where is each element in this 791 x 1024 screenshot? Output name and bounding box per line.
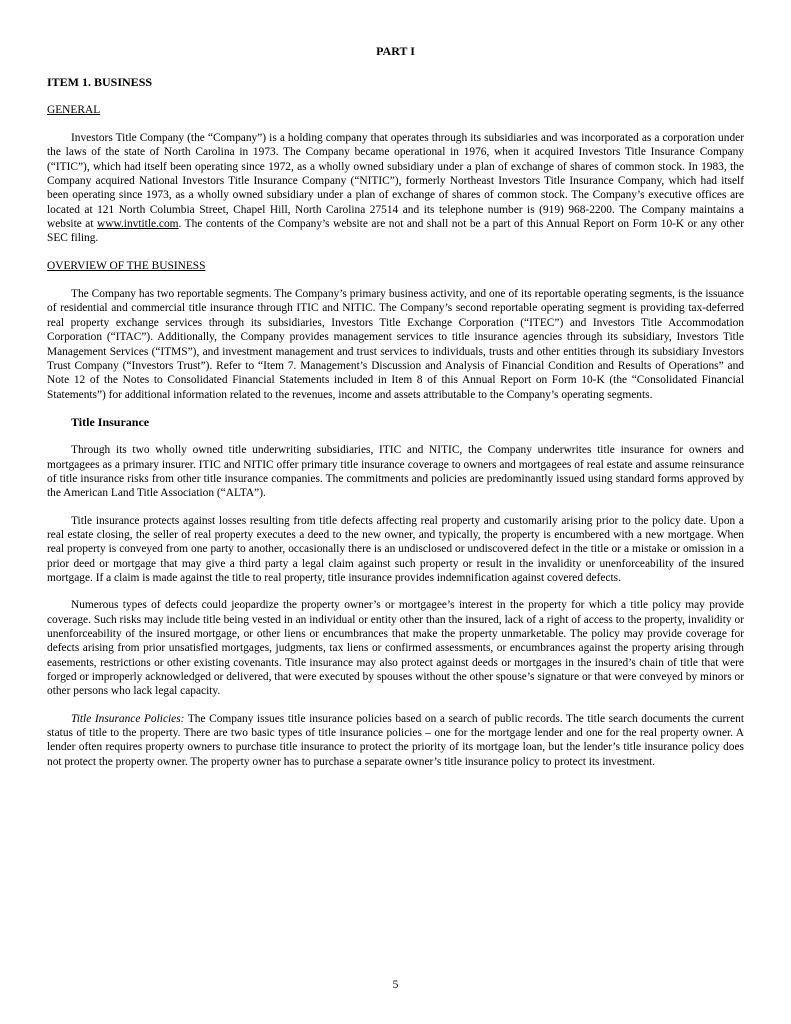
policies-text: The Company issues title insurance policies based on a search of public records. The title search documents the current status of title to the property. There are two basic types of title insurance policies – one for the mortgage lender and one for the real property owner. A lender often requires property owners to purchase title insurance to protect the priority of its mortgage loan, but the lender’s title insurance policy does not protect the property owner. The property owner has to purchase a separate owner’s title insurance policy to protect its investment.	[47, 712, 744, 768]
page-number: 5	[392, 979, 399, 991]
part-heading: PART I	[376, 44, 415, 58]
general-text-start: Investors Title Company (the “Company”) is a holding company that operates through its subsidiaries and was incorporated as a corporation under the laws of the state of North Carolina in 1973. The Company became operational in 1976, when it acquired Investors Title Insurance Company (“ITIC”), which had itself been operating since 1972, as a wholly owned subsidiary under a plan of exchange of shares of common stock. In 1983, the Company acquired National Investors Title Insurance Company (“NITIC”), formerly Northeast Investors Title Insurance Company, which had itself been operating since 1973, as a wholly owned subsidiary under a plan of exchange of shares of common stock. The Company’s executive offices are located at 121 North Columbia Street, Chapel Hill, North Carolina 27514 and its telephone number is (919) 968-2200. The Company maintains a website at	[47, 132, 744, 231]
item-heading: ITEM 1. BUSINESS	[47, 75, 153, 90]
title-insurance-heading: Title Insurance	[71, 414, 150, 429]
title-insurance-paragraph-2: Title insurance protects against losses resulting from title defects affecting real property and customarily arising prior to the policy date. Upon a real estate closing, the seller of real property executes a deed to the new owner, and typically, the property is encumbered with a new mortgage. When real property is conveyed from one party to another, occasionally there is an undisclosed or undiscovered defect in the title or a mistake or omission in a prior deed or mortgage that may give a third party a legal claim against such property or result in the invalidity or unenforceability of the insured mortgage. If a claim is made against the title to real property, title insurance provides indemnification against covered defects.	[47, 514, 744, 584]
title-insurance-paragraph-1: Through its two wholly owned title underwriting subsidiaries, ITIC and NITIC, the Company underwrites title insurance for owners and mortgagees as a primary insurer. ITIC and NITIC offer primary title insurance coverage to owners and mortgagees of real estate and assume reinsurance of title insurance risks from other title insurance companies. The commitments and policies are predominantly issued using standard forms approved by the American Land Title Association (“ALTA”).	[47, 444, 744, 500]
general-paragraph	[47, 131, 744, 246]
overview-heading: OVERVIEW OF THE BUSINESS	[47, 259, 206, 272]
general-text-end: . The contents of the Company’s website are not and shall not be a part of this Annual Report on Form 10-K or any other SEC filing.	[47, 218, 744, 245]
title-insurance-policies-paragraph	[47, 712, 744, 769]
website-link[interactable]: www.invtitle.com	[97, 218, 179, 231]
general-heading: GENERAL	[47, 103, 101, 116]
overview-paragraph: The Company has two reportable segments. The Company’s primary business activity, and one of its reportable operating segments, is the issuance of residential and commercial title insurance through ITIC and NITIC. The Company’s second reportable operating segment is providing tax-deferred real property exchange services through its subsidiaries, Investors Title Exchange Corporation (“ITEC”) and Investors Title Accommodation Corporation (“ITAC”). Additionally, the Company provides management services to title insurance agencies through its subsidiary, Investors Title Management Services (“ITMS”), and investment management and trust services to individuals, trusts and other entities through its subsidiary Investors Trust Company (“Investors Trust”). Refer to “Item 7. Management’s Discussion and Analysis of Financial Condition and Results of Operations” and Note 12 of the Notes to Consolidated Financial Statements included in Item 8 of this Annual Report on Form 10-K (the “Consolidated Financial Statements”) for additional information related to the revenues, income and assets attributable to the Company’s operating segments.	[47, 288, 744, 401]
policies-lead: Title Insurance Policies:	[71, 712, 185, 725]
title-insurance-paragraph-3: Numerous types of defects could jeopardize the property owner’s or mortgagee’s interest in the property for which a title policy may provide coverage. Such risks may include title being vested in an individual or entity other than the insured, lack of a right of access to the property, invalidity or unenforceability of the insured mortgage, or other liens or encumbrances that make the property unmarketable. The policy may provide coverage for defects arising from prior unsatisfied mortgages, judgments, tax liens or confirmed assessments, or encumbrances against the property arising through easements, restrictions or other existing covenants. Title insurance may also protect against deeds or mortgages in the insured’s chain of title that were forged or improperly acknowledged or delivered, that were executed by spouses without the other spouse’s signature or that were conveyed by minors or other persons who lack legal capacity.	[47, 599, 744, 698]
page-content	[47, 44, 744, 782]
